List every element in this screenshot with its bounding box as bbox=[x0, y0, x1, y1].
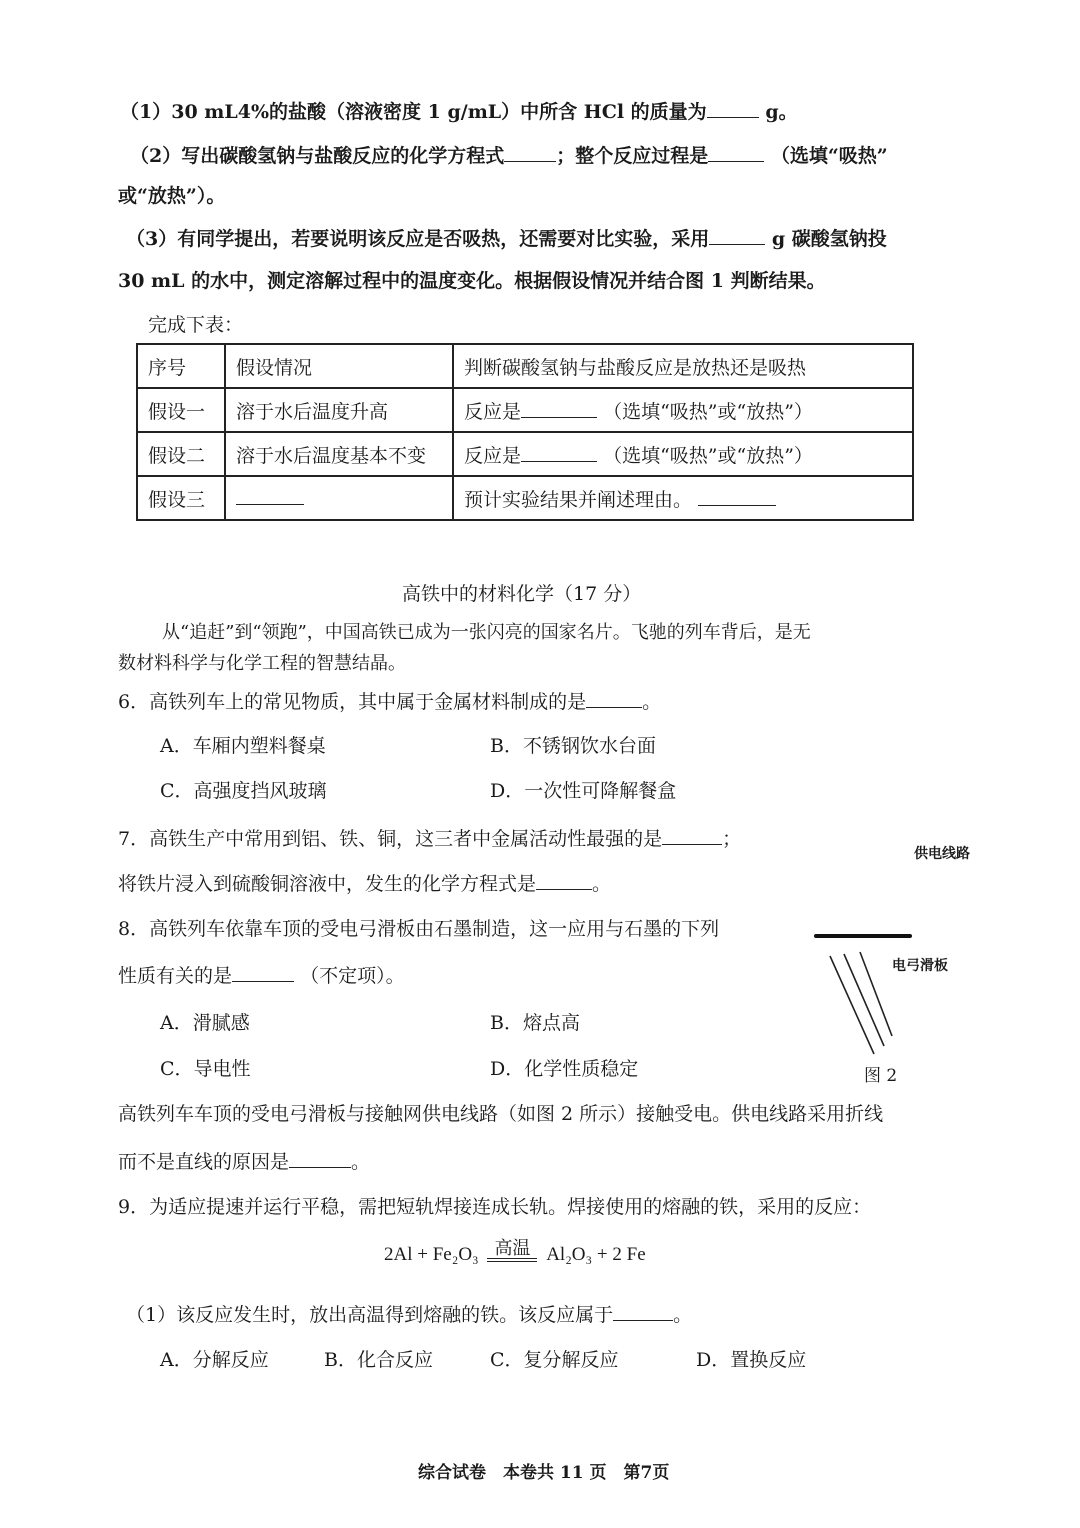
q8-stem-b-text: 性质有关的是 bbox=[118, 965, 233, 987]
q6-option-a[interactable]: A．车厢内塑料餐桌 bbox=[160, 735, 326, 757]
table-row bbox=[137, 388, 913, 432]
q5-part3 bbox=[126, 226, 887, 251]
answer-blank[interactable] bbox=[613, 1302, 673, 1321]
q9-part1-text: （1）该反应发生时，放出高温得到熔融的铁。该反应属于 bbox=[126, 1304, 614, 1326]
answer-blank[interactable] bbox=[536, 871, 592, 890]
figure2-pantograph-drawing bbox=[826, 950, 898, 1060]
pantograph-strut bbox=[860, 952, 892, 1036]
q5-part2-c: （选填“吸热” bbox=[770, 145, 888, 167]
q8-stem-b bbox=[118, 963, 405, 988]
page-footer: 综合试卷 本卷共 11 页 第7页 bbox=[418, 1463, 670, 1483]
q6-option-c[interactable]: C．高强度挡风玻璃 bbox=[160, 780, 327, 802]
q5-part2-cont: 或“放热”）。 bbox=[118, 185, 226, 207]
table-header-row bbox=[137, 344, 913, 388]
table-cell: 假设一 bbox=[137, 388, 225, 432]
q5-part1-text: （1）30 mL4%的盐酸（溶液密度 1 g/mL）中所含 HCl 的质量为 bbox=[120, 101, 707, 123]
table-cell: 假设三 bbox=[137, 476, 225, 520]
table-cell bbox=[453, 388, 913, 432]
q8-follow-b-text: 而不是直线的原因是 bbox=[118, 1151, 290, 1173]
q7-stem-b-text: 将铁片浸入到硫酸铜溶液中，发生的化学方程式是 bbox=[118, 873, 537, 895]
table-cell bbox=[225, 476, 453, 520]
eq-left: 2Al + Fe₂O₃ bbox=[384, 1244, 479, 1265]
answer-blank[interactable] bbox=[586, 689, 642, 708]
answer-blank[interactable] bbox=[662, 826, 722, 845]
q9-option-b[interactable]: B．化合反应 bbox=[324, 1349, 433, 1371]
q8-option-a[interactable]: A．滑腻感 bbox=[160, 1012, 250, 1034]
q8-option-d[interactable]: D．化学性质稳定 bbox=[490, 1058, 639, 1080]
q5-part2-a: （2）写出碳酸氢钠与盐酸反应的化学方程式 bbox=[130, 145, 505, 167]
answer-blank[interactable] bbox=[504, 143, 556, 162]
q5-part1 bbox=[120, 99, 798, 124]
q7-stem-b-end: 。 bbox=[592, 873, 612, 895]
eq-equal-sign bbox=[487, 1258, 537, 1262]
cell-text: 反应是 bbox=[464, 444, 522, 467]
table-header-cell: 假设情况 bbox=[225, 344, 453, 388]
eq-arrow bbox=[483, 1239, 541, 1262]
eq-right: Al₂O₃ + 2 Fe bbox=[546, 1244, 646, 1265]
table-cell: 溶于水后温度基本不变 bbox=[225, 432, 453, 476]
eq-condition: 高温 bbox=[494, 1238, 531, 1258]
section-intro-1: 从“追赶”到“领跑”，中国高铁已成为一张闪亮的国家名片。飞驰的列车背后，是无 bbox=[162, 622, 811, 643]
q5-part1-unit: g。 bbox=[765, 101, 798, 123]
q6-stem-end: 。 bbox=[642, 691, 662, 713]
figure2-caption: 图 2 bbox=[864, 1066, 898, 1086]
table-header-cell: 序号 bbox=[137, 344, 225, 388]
q8-stem-a: 8．高铁列车依靠车顶的受电弓滑板由石墨制造，这一应用与石墨的下列 bbox=[118, 918, 720, 940]
q8-follow-a: 高铁列车车顶的受电弓滑板与接触网供电线路（如图 2 所示）接触受电。供电线路采用折线 bbox=[118, 1103, 884, 1125]
figure2-pantograph-label: 电弓滑板 bbox=[892, 958, 948, 974]
q7-stem-b bbox=[118, 871, 611, 896]
answer-blank[interactable] bbox=[521, 443, 597, 462]
q8-option-b[interactable]: B．熔点高 bbox=[490, 1012, 580, 1034]
q9-option-d[interactable]: D．置换反应 bbox=[696, 1349, 807, 1371]
q5-part2 bbox=[130, 143, 888, 168]
q6-stem-text: 6．高铁列车上的常见物质，其中属于金属材料制成的是 bbox=[118, 691, 587, 713]
section-intro-2: 数材料科学与化学工程的智慧结晶。 bbox=[118, 653, 406, 674]
figure2-power-line bbox=[814, 934, 912, 938]
q9-equation bbox=[384, 1238, 646, 1266]
q5-part3-cont: 30 mL 的水中，测定溶解过程中的温度变化。根据假设情况并结合图 1 判断结果。 bbox=[118, 270, 826, 292]
answer-blank[interactable] bbox=[232, 963, 294, 982]
answer-blank[interactable] bbox=[698, 487, 776, 506]
cell-hint: （选填“吸热”或“放热”） bbox=[603, 400, 813, 423]
q8-option-c[interactable]: C．导电性 bbox=[160, 1058, 251, 1080]
hypothesis-table bbox=[136, 343, 914, 521]
q7-stem-a-end: ； bbox=[722, 828, 742, 850]
table-row bbox=[137, 432, 913, 476]
table-cell bbox=[453, 432, 913, 476]
answer-blank[interactable] bbox=[236, 486, 304, 505]
answer-blank[interactable] bbox=[709, 226, 765, 245]
table-cell: 假设二 bbox=[137, 432, 225, 476]
q6-stem bbox=[118, 689, 661, 714]
q5-part3-a: （3）有同学提出，若要说明该反应是否吸热，还需要对比实验，采用 bbox=[126, 228, 710, 250]
q8-follow-b bbox=[118, 1149, 370, 1174]
figure2-power-line-label: 供电线路 bbox=[914, 846, 970, 862]
q5-part2-b: ；整个反应过程是 bbox=[556, 145, 709, 167]
cell-hint: （选填“吸热”或“放热”） bbox=[603, 444, 813, 467]
q9-option-c[interactable]: C．复分解反应 bbox=[490, 1349, 619, 1371]
table-intro: 完成下表： bbox=[148, 314, 244, 336]
q9-part1 bbox=[126, 1302, 692, 1327]
q6-option-d[interactable]: D．一次性可降解餐盒 bbox=[490, 780, 677, 802]
answer-blank[interactable] bbox=[521, 399, 597, 418]
table-row bbox=[137, 476, 913, 520]
q9-stem: 9．为适应提速并运行平稳，需把短轨焊接连成长轨。焊接使用的熔融的铁，采用的反应： bbox=[118, 1196, 872, 1218]
cell-text: 预计实验结果并阐述理由。 bbox=[464, 488, 693, 511]
q9-option-a[interactable]: A．分解反应 bbox=[160, 1349, 269, 1371]
answer-blank[interactable] bbox=[289, 1149, 351, 1168]
q7-stem-a-text: 7．高铁生产中常用到铝、铁、铜，这三者中金属活动性最强的是 bbox=[118, 828, 663, 850]
table-cell bbox=[453, 476, 913, 520]
q8-follow-b-end: 。 bbox=[351, 1151, 371, 1173]
cell-text: 反应是 bbox=[464, 400, 522, 423]
q5-part3-b: g 碳酸氢钠投 bbox=[771, 228, 887, 250]
section-title: 高铁中的材料化学（17 分） bbox=[402, 583, 642, 605]
table-cell: 溶于水后温度升高 bbox=[225, 388, 453, 432]
q9-part1-end: 。 bbox=[673, 1304, 693, 1326]
answer-blank[interactable] bbox=[708, 143, 764, 162]
table-header-cell: 判断碳酸氢钠与盐酸反应是放热还是吸热 bbox=[453, 344, 913, 388]
q8-stem-b-end: （不定项）。 bbox=[300, 965, 405, 987]
answer-blank[interactable] bbox=[707, 99, 759, 118]
q7-stem-a bbox=[118, 826, 741, 851]
q6-option-b[interactable]: B．不锈钢饮水台面 bbox=[490, 735, 656, 757]
